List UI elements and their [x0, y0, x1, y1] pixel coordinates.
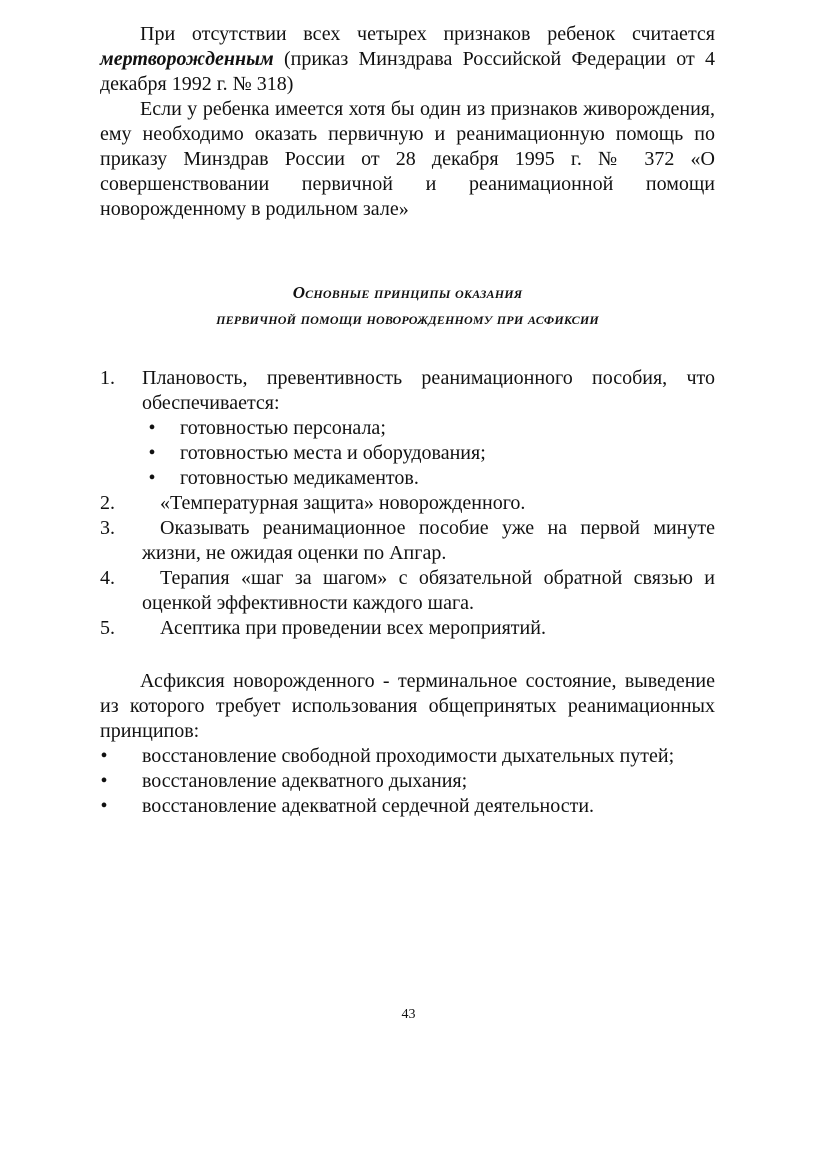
paragraph-stillborn: [100, 22, 715, 97]
list-text: восстановление свободной проходимости дыхательных путей;: [142, 745, 675, 767]
list-number: 4.: [100, 567, 115, 589]
list-number: 3.: [100, 517, 115, 539]
bullet-icon: •: [100, 795, 108, 817]
list-item: [100, 744, 715, 769]
sub-list-item: [148, 466, 715, 491]
list-text: восстановление адекватной сердечной деятельности.: [142, 795, 595, 817]
bullet-icon: •: [148, 417, 156, 439]
paragraph-text: При отсутствии всех четырех признаков ребенок считается: [140, 23, 715, 45]
bullet-icon: •: [148, 442, 156, 464]
emphasis-term: мертворожденным: [100, 48, 274, 70]
list-item: [100, 769, 715, 794]
list-item: [100, 516, 715, 566]
list-text: Оказывать реанимационное пособие уже на первой минуте жизни, не ожидая оценки по Апгар.: [142, 517, 715, 564]
heading-line-1: Основные принципы оказания: [292, 283, 523, 302]
list-item: [100, 794, 715, 819]
paragraph-asphyxia: Асфиксия новорожденного - терминальное состояние, выведение из которого требует использования общепринятых реанимационных принципов:: [100, 670, 715, 742]
section-heading: [100, 280, 715, 332]
sub-list-text: готовностью медикаментов.: [180, 467, 419, 489]
sub-list-item: [148, 416, 715, 441]
page-number: 43: [401, 1007, 416, 1022]
list-number: 1.: [100, 367, 115, 389]
list-item: [100, 491, 715, 516]
bullet-icon: •: [148, 467, 156, 489]
list-item: [100, 566, 715, 616]
page-content: [100, 22, 715, 819]
list-text: Терапия «шаг за шагом» с обязательной обратной связью и оценкой эффективности каждого шага.: [142, 567, 715, 614]
sub-list-text: готовностью персонала;: [180, 417, 386, 439]
paragraph-liveborn: Если у ребенка имеется хотя бы один из признаков живорождения, ему необходимо оказать первичную и реанимационную помощь по приказу Минздрав России от 28 декабря 1995 г. № 372 «О совершенствовании первичной и реанимационной помощи новорожденному в родильном зале»: [100, 98, 715, 220]
list-number: 5.: [100, 617, 115, 639]
list-number: 2.: [100, 492, 115, 514]
bullet-icon: •: [100, 745, 108, 767]
list-item: [100, 616, 715, 641]
list-item: [100, 366, 715, 491]
asphyxia-list: [100, 744, 715, 819]
list-text: Плановость, превентивность реанимационного пособия, что обеспечивается:: [142, 367, 715, 414]
bullet-icon: •: [100, 770, 108, 792]
sub-list-item: [148, 441, 715, 466]
heading-line-2: первичной помощи новорожденному при асфиксии: [216, 309, 599, 328]
list-text: «Температурная защита» новорожденного.: [160, 492, 526, 514]
paragraph-text: (приказ Минздрава Российской Федерации от 4 декабря 1992 г. № 318): [100, 48, 715, 95]
list-text: Асептика при проведении всех мероприятий.: [160, 617, 546, 639]
principles-list: [100, 366, 715, 641]
list-text: восстановление адекватного дыхания;: [142, 770, 468, 792]
sub-list-text: готовностью места и оборудования;: [180, 442, 486, 464]
sub-list: [142, 416, 715, 491]
